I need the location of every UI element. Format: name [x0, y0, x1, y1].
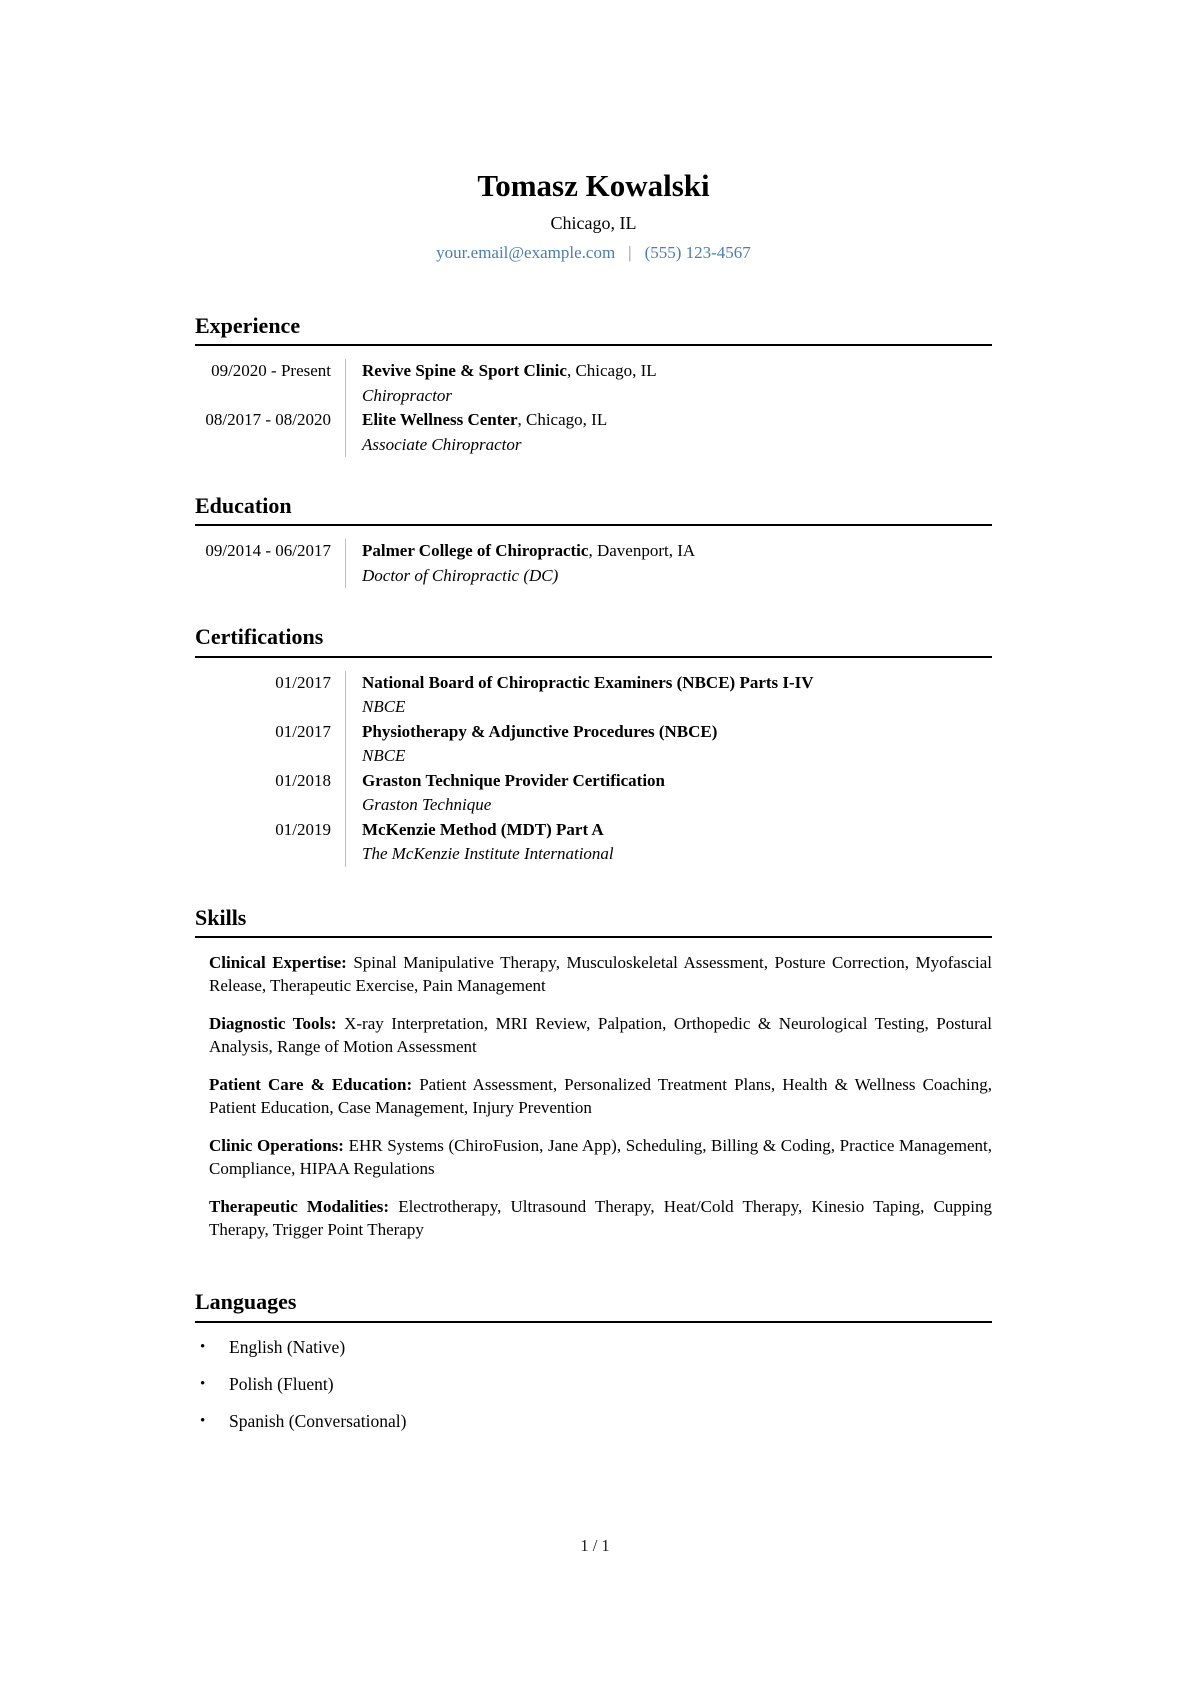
phone-link[interactable]: (555) 123-4567 [644, 242, 751, 262]
language-label: English (Native) [229, 1336, 346, 1357]
skills-section-title: Skills [195, 905, 992, 938]
experience-section-title: Experience [195, 313, 992, 346]
skill-category-label: Clinical Expertise: [209, 953, 347, 973]
languages-section-title: Languages [195, 1289, 992, 1322]
person-name: Tomasz Kowalski [477, 168, 710, 203]
certification-issuer: NBCE [362, 697, 406, 717]
entry-title: Revive Spine & Sport Clinic, Chicago, IL [362, 361, 657, 381]
certification-entry [195, 769, 992, 818]
education-section [195, 493, 992, 588]
skill-item [195, 1195, 992, 1241]
certification-issuer: NBCE [362, 746, 406, 766]
skill-category-text: Patient Assessment, Personalized Treatment Plans, Health & Wellness Coaching, Patient Education, Case Management, Injury Prevention [209, 1075, 992, 1118]
entry-date: 08/2017 - 08/2020 [205, 410, 331, 430]
person-location: Chicago, IL [550, 212, 637, 233]
contact-line [195, 243, 992, 263]
certification-issuer: Graston Technique [362, 795, 492, 815]
skill-item [195, 1012, 992, 1058]
education-section-title: Education [195, 493, 992, 526]
bullet-icon: • [200, 1375, 206, 1392]
bullet-icon: • [200, 1412, 206, 1429]
entry-date: 01/2019 [275, 819, 331, 839]
resume-content [195, 0, 992, 1432]
entry-date: 01/2018 [275, 770, 331, 790]
certification-entry [195, 818, 992, 867]
skill-category-text: X-ray Interpretation, MRI Review, Palpation, Orthopedic & Neurological Testing, Postural Analysis, Range of Motion Assessment [209, 1014, 993, 1057]
entry-role: Associate Chiropractor [362, 434, 522, 454]
entry-date: 01/2017 [275, 672, 331, 692]
experience-section [195, 313, 992, 457]
languages-section [195, 1289, 992, 1431]
skill-item [195, 951, 992, 997]
email-link[interactable]: your.email@example.com [436, 242, 616, 262]
language-label: Spanish (Conversational) [229, 1410, 407, 1431]
certification-issuer: The McKenzie Institute International [362, 844, 614, 864]
contact-separator: | [628, 242, 632, 262]
certification-name: Physiotherapy & Adjunctive Procedures (NBCE) [362, 721, 718, 741]
certification-name: McKenzie Method (MDT) Part A [362, 819, 604, 839]
certifications-section-title: Certifications [195, 624, 992, 657]
education-entry [195, 539, 992, 588]
entry-body [345, 769, 665, 818]
skill-category-text: EHR Systems (ChiroFusion, Jane App), Scheduling, Billing & Coding, Practice Management, Compliance, HIPAA Regulations [209, 1136, 993, 1179]
language-item [195, 1373, 992, 1395]
entry-title: Palmer College of Chiropractic, Davenport, IA [362, 541, 696, 561]
skill-category-label: Patient Care & Education: [209, 1075, 413, 1095]
skill-item [195, 1134, 992, 1180]
entry-body [345, 539, 695, 588]
skill-category-text: Spinal Manipulative Therapy, Musculoskeletal Assessment, Posture Correction, Myofascial Release, Therapeutic Exercise, Pain Management [209, 953, 993, 996]
skill-item [195, 1073, 992, 1119]
entry-body [345, 720, 717, 769]
certification-name: National Board of Chiropractic Examiners (NBCE) Parts I-IV [362, 672, 814, 692]
skill-category-label: Diagnostic Tools: [209, 1014, 337, 1034]
languages-list [195, 1336, 992, 1432]
skill-category-label: Clinic Operations: [209, 1136, 344, 1156]
skill-category-text: Electrotherapy, Ultrasound Therapy, Heat/Cold Therapy, Kinesio Taping, Cupping Therapy, Trigger Point Therapy [209, 1197, 993, 1240]
entry-body [345, 359, 657, 408]
experience-entry [195, 359, 992, 408]
entry-date: 09/2020 - Present [211, 361, 331, 381]
entry-body [345, 671, 814, 720]
page-number: 1 / 1 [580, 1536, 610, 1555]
entry-role: Chiropractor [362, 385, 453, 405]
language-label: Polish (Fluent) [229, 1373, 334, 1394]
language-item [195, 1336, 992, 1358]
entry-degree: Doctor of Chiropractic (DC) [362, 565, 559, 585]
certification-entry [195, 671, 992, 720]
skills-section [195, 905, 992, 1241]
certification-name: Graston Technique Provider Certification [362, 770, 666, 790]
entry-body [345, 408, 607, 457]
entry-title: Elite Wellness Center, Chicago, IL [362, 410, 608, 430]
experience-entry [195, 408, 992, 457]
language-item [195, 1410, 992, 1432]
header [195, 0, 992, 263]
skill-category-label: Therapeutic Modalities: [209, 1197, 390, 1217]
bullet-icon: • [200, 1338, 206, 1355]
entry-date: 01/2017 [275, 721, 331, 741]
entry-body [345, 818, 614, 867]
certifications-section [195, 624, 992, 866]
entry-date: 09/2014 - 06/2017 [205, 541, 331, 561]
certification-entry [195, 720, 992, 769]
